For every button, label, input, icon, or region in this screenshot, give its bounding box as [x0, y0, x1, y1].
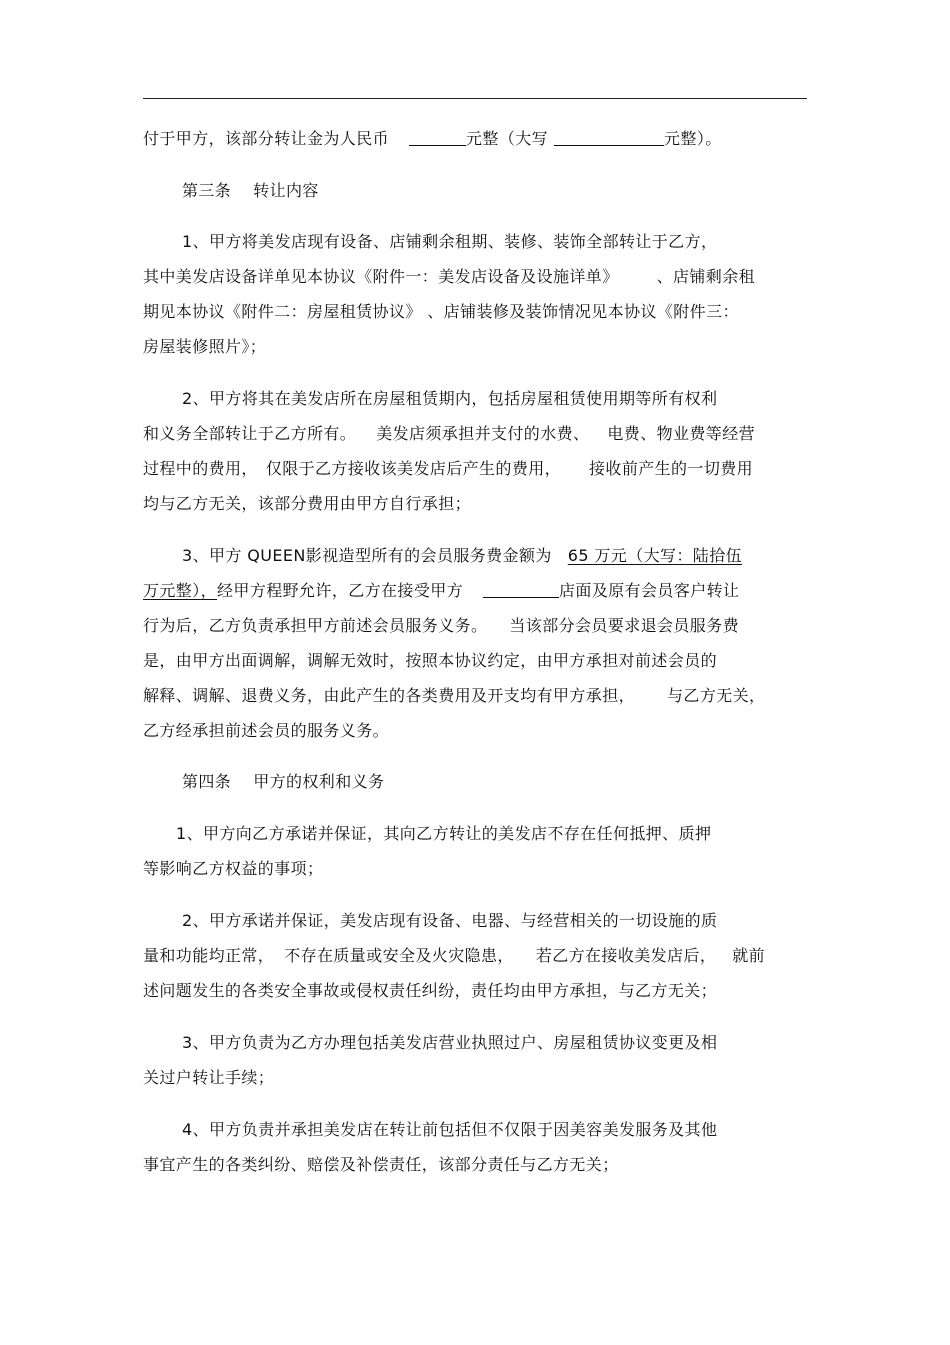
text-line: [143, 494, 471, 514]
fee-amount: 65 万元（大写：陆拾伍: [567, 546, 743, 565]
article-title: 转让内容: [253, 181, 319, 200]
text-span: 房屋装修照片》；: [143, 337, 267, 356]
article-title: 甲方的权利和义务: [253, 772, 385, 791]
text-span: 3、甲方负责为乙方办理包括美发店营业执照过户、房屋租赁协议变更及相: [182, 1033, 718, 1052]
article-3-heading: [182, 181, 319, 201]
text-span: 和义务全部转让于乙方所有。: [143, 424, 357, 443]
text-span: 期见本协议《附件二：房屋租赁协议》 、店铺装修及装饰情况见本协议《附件三：: [143, 302, 739, 321]
text-span: 、店铺剩余租: [656, 267, 756, 286]
text-line: [143, 424, 755, 444]
header-rule: [143, 98, 807, 99]
text-line: [143, 1068, 274, 1088]
text-line: [182, 1120, 717, 1140]
text-span: 3、甲方 QUEEN影视造型所有的会员服务费金额为: [182, 546, 552, 565]
text-line: [143, 337, 266, 357]
text-line: [143, 459, 753, 479]
text-line: [182, 546, 742, 566]
text-span: 等影响乙方权益的事项；: [143, 859, 324, 878]
text-span: 店面及原有会员客户转让: [559, 581, 740, 600]
text-span: 不存在质量或安全及火灾隐患，: [284, 946, 514, 965]
article-4-heading: [182, 772, 384, 792]
text-span: 付于甲方，该部分转让金为人民币: [143, 129, 390, 148]
text-span: 乙方经承担前述会员的服务义务。: [143, 721, 390, 740]
text-span: 1、甲方向乙方承诺并保证，其向乙方转让的美发店不存在任何抵押、质押: [176, 824, 712, 843]
text-line: [143, 581, 739, 601]
article-number: 第三条: [182, 181, 232, 200]
text-line: [182, 1033, 717, 1053]
text-line: [143, 721, 389, 741]
text-line: [143, 616, 739, 636]
amount-uppercase-blank: [554, 130, 664, 146]
text-span: 解释、调解、退费义务，由此产生的各类费用及开支均有甲方承担，: [143, 686, 636, 705]
text-span: 行为后，乙方负责承担甲方前述会员服务义务。: [143, 616, 488, 635]
text-span: 若乙方在接收美发店后，: [535, 946, 717, 965]
text-line: [143, 946, 765, 966]
text-line: [143, 129, 722, 149]
text-span: 述问题发生的各类安全事故或侵权责任纠纷，责任均由甲方承担，与乙方无关；: [143, 981, 718, 1000]
text-span: 均与乙方无关，该部分费用由甲方自行承担；: [143, 494, 472, 513]
shop-name-blank: [483, 582, 559, 598]
text-line: [143, 1155, 619, 1175]
text-line: [182, 232, 717, 252]
text-span: 电费、物业费等经营: [607, 424, 756, 443]
text-span: 其中美发店设备详单见本协议《附件一：美发店设备及设施详单》: [143, 267, 619, 286]
text-span: 仅限于乙方接收该美发店后产生的费用，: [265, 459, 562, 478]
text-span: 就前: [732, 946, 766, 965]
text-span: 过程中的费用，: [143, 459, 258, 478]
text-span: 与乙方无关，: [667, 686, 766, 705]
text-line: [143, 651, 717, 671]
text-span: 美发店须承担并支付的水费、: [376, 424, 590, 443]
text-line: [143, 981, 717, 1001]
fee-amount-continued: 万元整），: [143, 581, 218, 600]
text-line: [176, 824, 711, 844]
article-number: 第四条: [182, 772, 232, 791]
text-line: [143, 859, 323, 879]
text-span: 2、甲方将其在美发店所在房屋租赁期内，包括房屋租赁使用期等所有权利: [182, 389, 718, 408]
text-line: [182, 911, 717, 931]
text-line: [143, 267, 755, 287]
text-span: 经甲方程野允许，乙方在接受甲方: [217, 581, 464, 600]
text-span: 4、甲方负责并承担美发店在转让前包括但不仅限于因美容美发服务及其他: [182, 1120, 718, 1139]
text-span: 接收前产生的一切费用: [589, 459, 754, 478]
amount-blank: [409, 130, 466, 146]
text-span: 当该部分会员要求退会员服务费: [509, 616, 740, 635]
text-span: 元整（大写: [466, 129, 549, 148]
text-span: 是，由甲方出面调解，调解无效时，按照本协议约定，由甲方承担对前述会员的: [143, 651, 718, 670]
text-span: 量和功能均正常，: [143, 946, 275, 965]
text-span: 事宜产生的各类纠纷、赔偿及补偿责任，该部分责任与乙方无关；: [143, 1155, 619, 1174]
text-line: [182, 389, 717, 409]
text-span: 1、甲方将美发店现有设备、店铺剩余租期、装修、装饰全部转让于乙方，: [182, 232, 718, 251]
text-span: 元整）。: [664, 129, 722, 148]
text-span: 2、甲方承诺并保证，美发店现有设备、电器、与经营相关的一切设施的质: [182, 911, 718, 930]
text-line: [143, 302, 739, 322]
text-span: 关过户转让手续；: [143, 1068, 275, 1087]
text-line: [143, 686, 765, 706]
